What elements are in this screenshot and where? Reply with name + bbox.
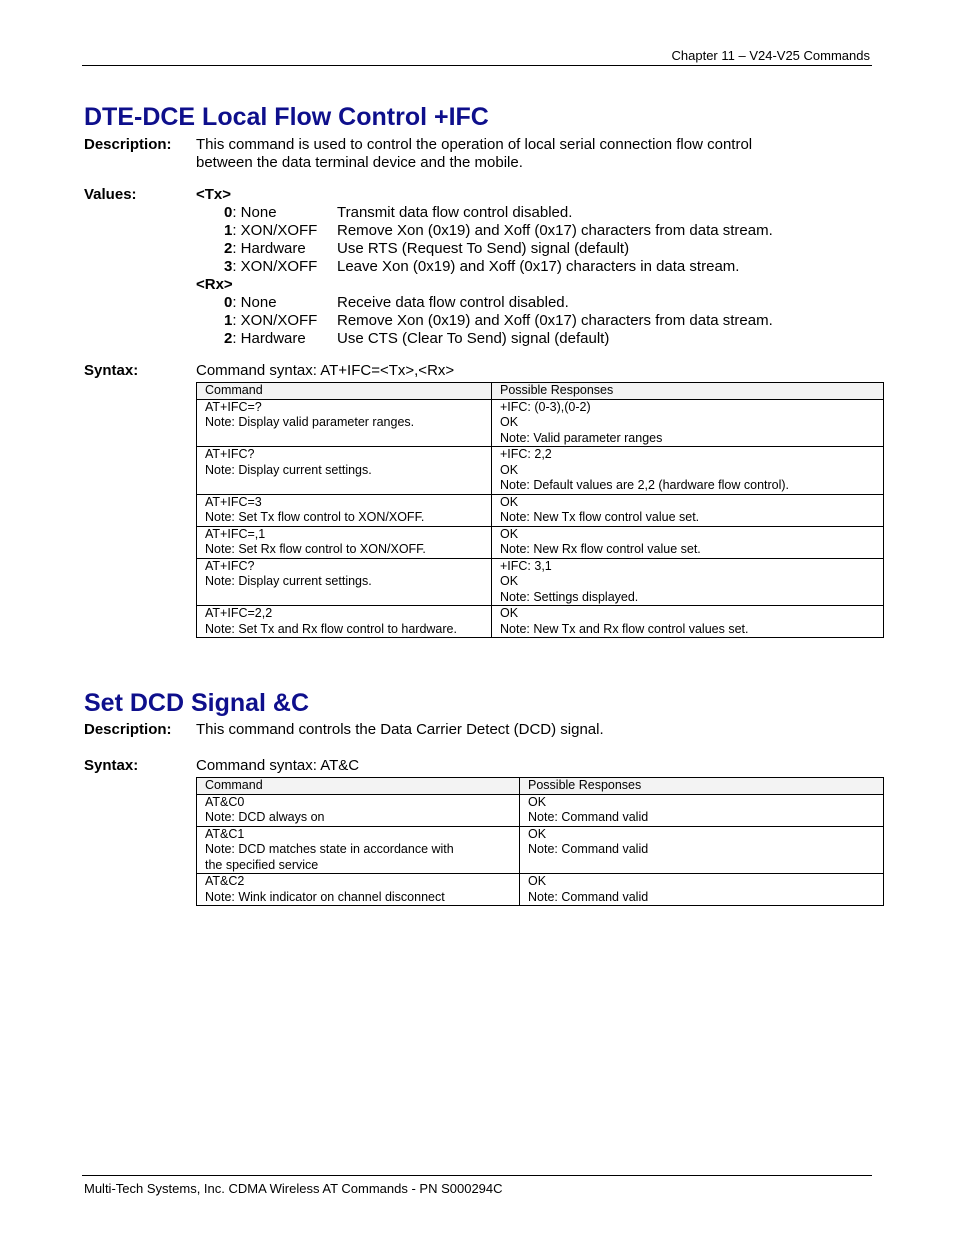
value-description: Use RTS (Request To Send) signal (default): [337, 240, 630, 257]
description-label: Description:: [84, 721, 172, 738]
dcd-syntax: [84, 757, 884, 906]
value-number: 1: [224, 222, 233, 239]
response-text: Note: New Tx and Rx flow control values set.: [500, 621, 749, 636]
table-row: [197, 399, 884, 447]
command-text: Note: Display valid parameter ranges.: [205, 415, 415, 429]
tx-value-list: [196, 204, 884, 276]
description-line: This command is used to control the operation of local serial connection flow control: [196, 136, 753, 153]
syntax-label: Syntax:: [84, 362, 139, 379]
value-number: 0: [224, 204, 233, 221]
table-row: [197, 606, 884, 638]
response-text: OK: [500, 462, 519, 477]
command-text: Note: Set Tx and Rx flow control to hardware.: [205, 621, 457, 636]
value-key: [196, 204, 337, 222]
command-cell: [197, 526, 492, 558]
description-line: This command controls the Data Carrier Detect (DCD) signal.: [196, 721, 604, 738]
response-text: Note: Command valid: [528, 842, 649, 856]
command-text: AT+IFC?: [205, 447, 255, 461]
value-name: : XON/XOFF: [232, 258, 318, 275]
ifc-title: DTE-DCE Local Flow Control +IFC: [84, 103, 489, 131]
value-key: [196, 330, 337, 348]
command-text: Note: Set Rx flow control to XON/XOFF.: [205, 542, 426, 556]
rx-label: <Rx>: [196, 276, 233, 293]
column-header-responses: Possible Responses: [492, 383, 884, 400]
table-row: [197, 494, 884, 526]
table-row: [197, 794, 884, 826]
syntax-text: Command syntax: AT&C: [196, 757, 360, 774]
response-cell: [492, 606, 884, 638]
command-cell: [197, 558, 492, 606]
table-row: [197, 826, 884, 874]
command-text: Note: Set Tx flow control to XON/XOFF.: [205, 510, 425, 524]
response-text: OK: [528, 826, 547, 841]
tx-label: <Tx>: [196, 186, 232, 203]
response-cell: [520, 874, 884, 906]
value-name: : Hardware: [232, 330, 306, 347]
table-row: [197, 447, 884, 495]
response-text: Note: Command valid: [528, 810, 649, 824]
response-text: +IFC: (0-3),(0-2): [500, 399, 591, 414]
command-text: AT+IFC=,1: [205, 526, 266, 541]
table-row: [197, 558, 884, 606]
ifc-command-table: [196, 382, 884, 638]
value-description: Transmit data flow control disabled.: [337, 204, 573, 221]
running-header: Chapter 11 – V24-V25 Commands: [671, 48, 870, 63]
response-text: Note: Command valid: [528, 889, 649, 904]
table-row: [197, 526, 884, 558]
value-row: [196, 294, 884, 312]
command-cell: [197, 399, 492, 447]
command-cell: [197, 447, 492, 495]
dcd-description: [84, 721, 884, 739]
dcd-title: Set DCD Signal &C: [84, 689, 310, 717]
column-header-responses: Possible Responses: [520, 778, 884, 795]
command-text: Note: Display current settings.: [205, 462, 372, 477]
command-text: Note: Wink indicator on channel disconnect: [205, 889, 445, 904]
value-key: [196, 240, 337, 258]
command-text: AT+IFC=3: [205, 494, 262, 509]
values-label: Values:: [84, 186, 137, 203]
command-cell: [197, 826, 520, 874]
command-text: AT&C2: [205, 874, 245, 888]
response-cell: [492, 399, 884, 447]
syntax-label: Syntax:: [84, 757, 139, 774]
value-description: Remove Xon (0x19) and Xoff (0x17) characters from data stream.: [337, 222, 773, 239]
value-key: [196, 312, 337, 330]
response-text: Note: Default values are 2,2 (hardware flow control).: [500, 478, 790, 492]
value-row: [196, 258, 884, 276]
value-name: : Hardware: [232, 240, 306, 257]
response-cell: [520, 826, 884, 874]
ifc-description: [84, 136, 884, 172]
command-text: AT&C0: [205, 794, 245, 809]
command-cell: [197, 494, 492, 526]
running-footer: Multi-Tech Systems, Inc. CDMA Wireless AT Commands - PN S000294C: [84, 1181, 503, 1196]
response-text: OK: [528, 794, 547, 809]
response-text: Note: New Rx flow control value set.: [500, 542, 701, 556]
command-text: AT+IFC=?: [205, 399, 262, 414]
command-text: Note: DCD matches state in accordance with: [205, 842, 454, 856]
header-rule: [82, 65, 872, 66]
description-label: Description:: [84, 136, 172, 153]
response-text: OK: [500, 415, 519, 429]
table-row: [197, 874, 884, 906]
response-cell: [492, 526, 884, 558]
command-text: Note: DCD always on: [205, 810, 325, 824]
value-row: [196, 330, 884, 348]
command-text: the specified service: [205, 857, 319, 872]
command-text: AT+IFC?: [205, 558, 255, 573]
command-cell: [197, 874, 520, 906]
value-key: [196, 258, 337, 276]
value-row: [196, 204, 884, 222]
value-name: : XON/XOFF: [232, 222, 318, 239]
ifc-values: [84, 186, 884, 348]
response-text: OK: [500, 494, 519, 509]
response-cell: [520, 794, 884, 826]
value-number: 1: [224, 312, 233, 329]
command-cell: [197, 606, 492, 638]
command-text: AT&C1: [205, 826, 245, 841]
value-key: [196, 222, 337, 240]
response-text: Note: New Tx flow control value set.: [500, 510, 700, 524]
ifc-section: [84, 101, 884, 638]
value-row: [196, 312, 884, 330]
value-description: Remove Xon (0x19) and Xoff (0x17) characters from data stream.: [337, 312, 773, 329]
response-text: Note: Settings displayed.: [500, 589, 639, 604]
value-number: 2: [224, 330, 233, 347]
response-cell: [492, 447, 884, 495]
column-header-command: Command: [197, 383, 492, 400]
value-description: Receive data flow control disabled.: [337, 294, 569, 311]
value-key: [196, 294, 337, 312]
value-description: Leave Xon (0x19) and Xoff (0x17) characters in data stream.: [337, 258, 740, 275]
response-text: OK: [500, 526, 519, 541]
value-name: : None: [232, 294, 277, 311]
value-name: : XON/XOFF: [232, 312, 318, 329]
response-text: OK: [500, 574, 519, 588]
value-number: 2: [224, 240, 233, 257]
command-cell: [197, 794, 520, 826]
value-name: : None: [232, 204, 277, 221]
value-row: [196, 240, 884, 258]
column-header-command: Command: [197, 778, 520, 795]
response-text: OK: [500, 606, 519, 620]
description-line: between the data terminal device and the mobile.: [196, 154, 523, 171]
response-text: OK: [528, 874, 547, 888]
response-text: +IFC: 3,1: [500, 558, 552, 573]
command-text: AT+IFC=2,2: [205, 606, 273, 620]
value-row: [196, 222, 884, 240]
value-number: 0: [224, 294, 233, 311]
value-number: 3: [224, 258, 233, 275]
response-text: +IFC: 2,2: [500, 447, 552, 461]
dcd-command-table: [196, 777, 884, 906]
footer-rule: [82, 1175, 872, 1176]
value-description: Use CTS (Clear To Send) signal (default): [337, 330, 610, 347]
response-cell: [492, 494, 884, 526]
response-cell: [492, 558, 884, 606]
ifc-syntax: [84, 362, 884, 638]
rx-value-list: [196, 294, 884, 348]
command-text: Note: Display current settings.: [205, 574, 372, 588]
response-text: Note: Valid parameter ranges: [500, 430, 663, 445]
syntax-text: Command syntax: AT+IFC=<Tx>,<Rx>: [196, 362, 455, 379]
dcd-section: [84, 687, 884, 906]
